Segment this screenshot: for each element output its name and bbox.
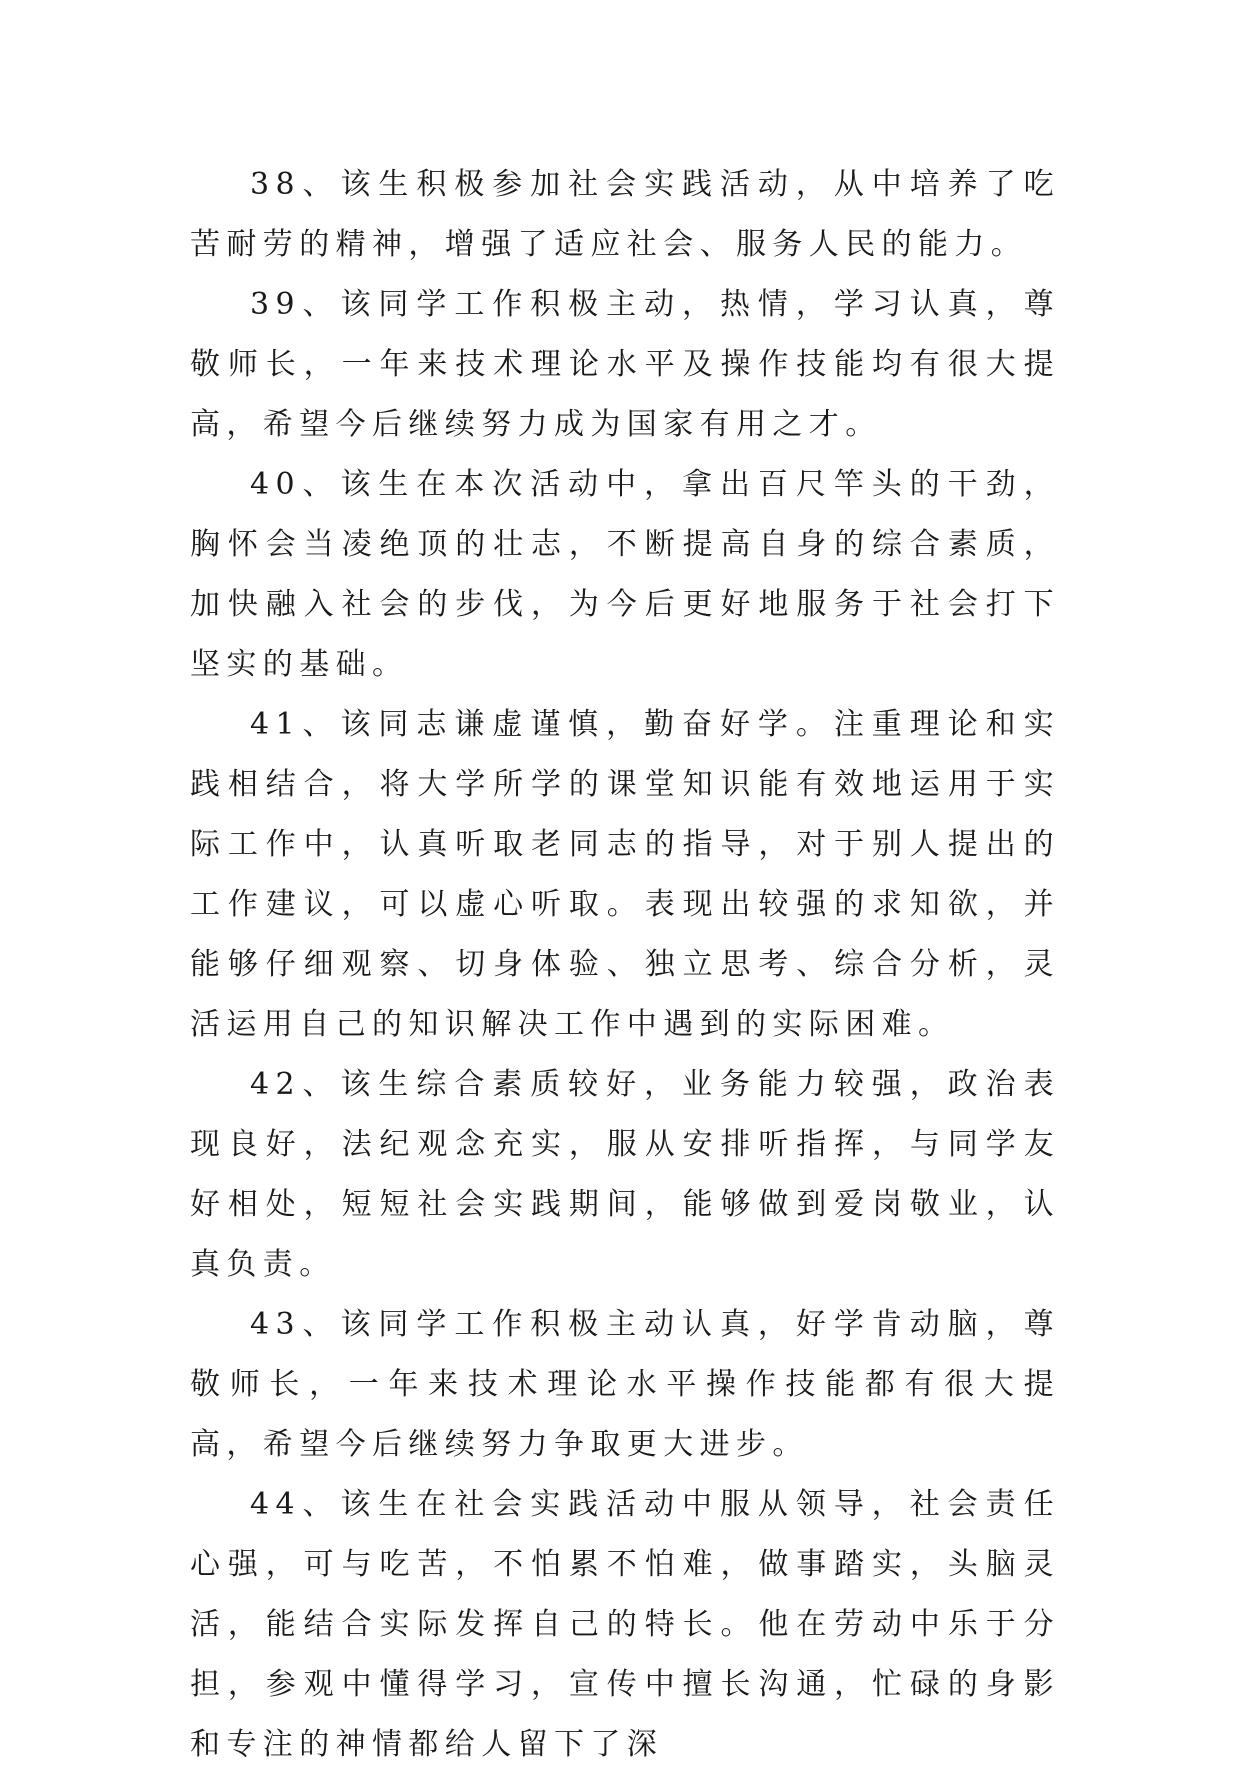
paragraph-41: 41、该同志谦虚谨慎，勤奋好学。注重理论和实践相结合，将大学所学的课堂知识能有效地运用于实际工作中，认真听取老同志的指导，对于别人提出的工作建议，可以虚心听取。表现出较强的求知欲，并能够仔细观察、切身体验、独立思考、综合分析，灵活运用自己的知识解决工作中遇到的实际困难。 [190, 707, 1060, 1042]
paragraph-42: 42、该生综合素质较好，业务能力较强，政治表现良好，法纪观念充实，服从安排听指挥，与同学友好相处，短短社会实践期间，能够做到爱岗敬业，认真负责。 [190, 1067, 1060, 1282]
document-body [190, 155, 1060, 1775]
paragraph-39: 39、该同学工作积极主动，热情，学习认真，尊敬师长，一年来技术理论水平及操作技能均有很大提高，希望今后继续努力成为国家有用之才。 [190, 287, 1060, 442]
paragraph-38: 38、该生积极参加社会实践活动，从中培养了吃苦耐劳的精神，增强了适应社会、服务人民的能力。 [190, 167, 1060, 262]
paragraph-43: 43、该同学工作积极主动认真，好学肯动脑，尊敬师长，一年来技术理论水平操作技能都有很大提高，希望今后继续努力争取更大进步。 [190, 1307, 1060, 1462]
paragraph-40: 40、该生在本次活动中，拿出百尺竿头的干劲，胸怀会当凌绝顶的壮志，不断提高自身的综合素质，加快融入社会的步伐，为今后更好地服务于社会打下坚实的基础。 [190, 467, 1060, 682]
paragraph-44: 44、该生在社会实践活动中服从领导，社会责任心强，可与吃苦，不怕累不怕难，做事踏实，头脑灵活，能结合实际发挥自己的特长。他在劳动中乐于分担，参观中懂得学习，宣传中擅长沟通，忙碌的身影和专注的神情都给人留下了深 [190, 1487, 1060, 1762]
